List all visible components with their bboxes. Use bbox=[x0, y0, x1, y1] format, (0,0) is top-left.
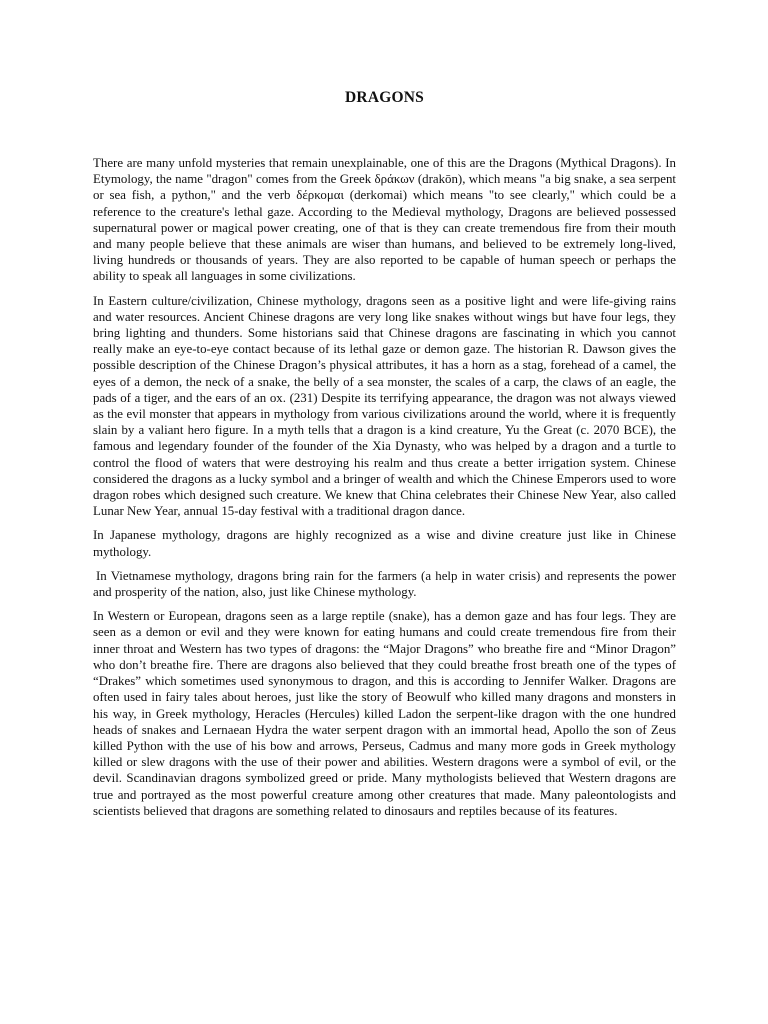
document-title: DRAGONS bbox=[345, 89, 424, 106]
paragraph-eastern-chinese: In Eastern culture/civilization, Chinese mythology, dragons seen as a positive light and were life-giving rains and water resources. Ancient Chinese dragons are very long like snakes without wings but have four legs, they bring lighting and thunders. Some historians said that Chinese dragons are fascinating in which you cannot really make an eye-to-eye contact because of its lethal gaze or demon gaze. The historian R. Dawson gives the possible description of the Chinese Dragon’s physical attributes, it has a horn as a stag, forehead of a camel, the eyes of a demon, the neck of a snake, the belly of a sea monster, the scales of a carp, the claws of an eagle, the pads of a tiger, and the ears of an ox. (231) Despite its terrifying appearance, the dragon was not always viewed as the evil monster that appears in mythology from various civilizations around the world, where it is frequently slain by a valiant hero figure. In a myth tells that a dragon is a kind creature, Yu the Great (c. 2070 BCE), the famous and legendary founder of the founder of the Xia Dynasty, who was helped by a dragon and a turtle to control the flood of waters that were destroying his realm and thus create a better irrigation system. Chinese considered the dragons as a lucky symbol and a bringer of wealth and which the Chinese Emperors used to wore dragon robes which designed such creature. We knew that China celebrates their Chinese New Year, also called Lunar New Year, annual 15-day festival with a traditional dragon dance. bbox=[93, 293, 676, 519]
paragraph-western-european: In Western or European, dragons seen as a large reptile (snake), has a demon gaze and has four legs. They are seen as a demon or evil and they were known for eating humans and could create tremendous fire from their inner throat and Western has two types of dragons: the “Major Dragons” who breathe fire and “Minor Dragon” who don’t breathe fire. There are dragons also believed that they could breathe frost breath one of the types of “Drakes” which sometimes used synonymous to dragon, and this is according to Jennifer Walker. Dragons are often used in fairy tales about heroes, just like the story of Beowulf who killed many dragons and monsters in his way, in Greek mythology, Heracles (Hercules) killed Ladon the serpent-like dragon with the one hundred heads of snakes and Lernaean Hydra the water serpent dragon with an immortal head, Apollo the son of Zeus killed Python with the use of his bow and arrows, Perseus, Cadmus and many more gods in Greek mythology killed or slew dragons with the use of their power and abilities. Western dragons were a symbol of evil, or the devil. Scandinavian dragons symbolized greed or pride. Many mythologists believed that Western dragons are true and portrayed as the most powerful creature among other creatures that made. Many paleontologists and scientists believed that dragons are something related to dinosaurs and reptiles because of its features. bbox=[93, 609, 676, 818]
paragraph-etymology: There are many unfold mysteries that remain unexplainable, one of this are the Dragons (Mythical Dragons). In Etymology, the name "dragon" comes from the Greek δράκων (drakōn), which means "a big snake, a sea serpent or sea fish, a python," and the verb δέρκομαι (derkomai) which means "to see clearly," which could be a reference to the creature's lethal gaze. According to the Medieval mythology, Dragons are believed possessed supernatural power or magical power creating, one of that is they can create tremendous fire from their mouth and many people believe that these animals are wiser than humans, and believed to be extremely long-lived, living hundreds or thousands of years. They are also reported to be capable of human speech or perhaps the ability to speak all languages in some civilizations. bbox=[93, 156, 676, 284]
paragraph-japanese: In Japanese mythology, dragons are highly recognized as a wise and divine creature just like in Chinese mythology. bbox=[93, 528, 676, 559]
paragraph-vietnamese: In Vietnamese mythology, dragons bring rain for the farmers (a help in water crisis) and represents the power and prosperity of the nation, also, just like Chinese mythology. bbox=[93, 568, 676, 600]
